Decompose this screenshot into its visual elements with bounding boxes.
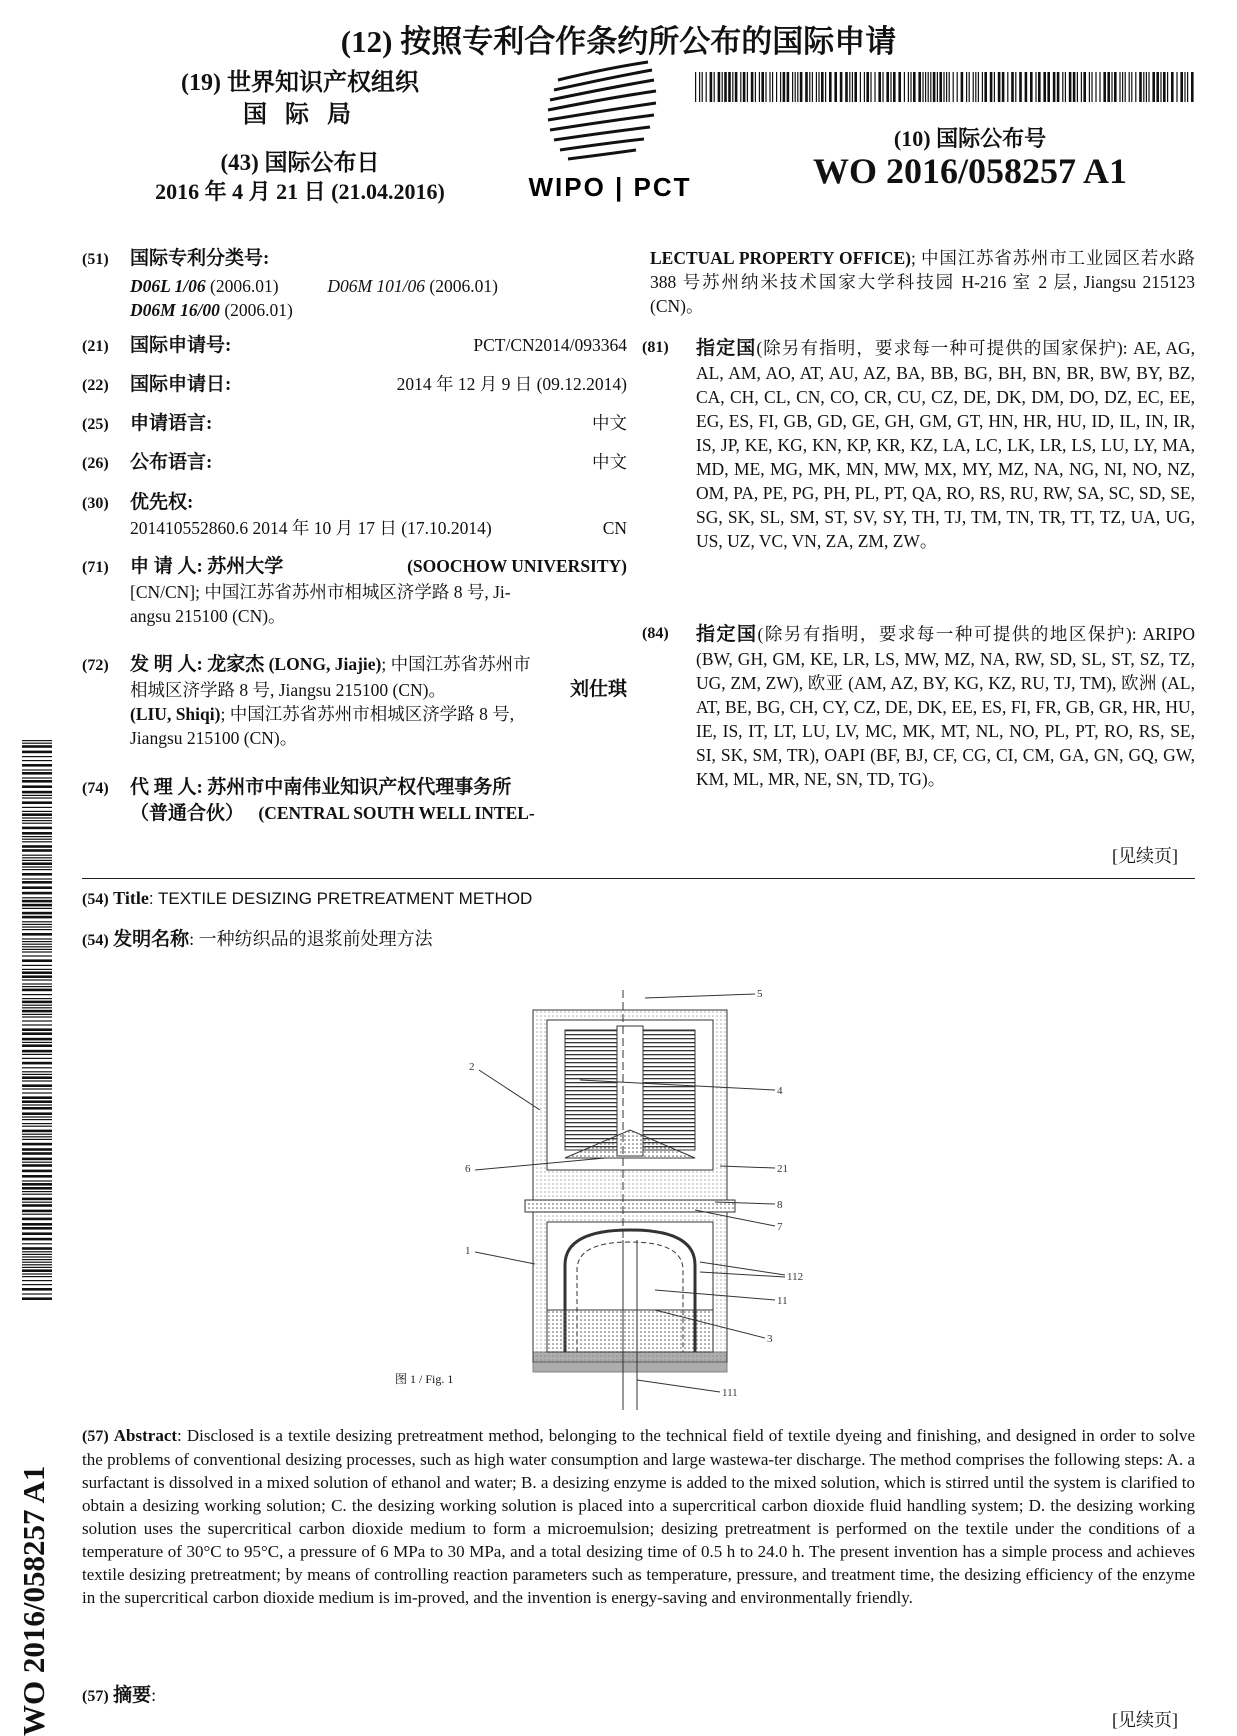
agent-name-en: (CENTRAL SOUTH WELL INTEL- <box>258 803 535 823</box>
logo-text: WIPO | PCT <box>528 172 692 202</box>
priority-row <box>82 490 627 540</box>
field-code: (26) <box>82 455 109 472</box>
publication-number: WO 2016/058257 A1 <box>812 151 1127 191</box>
agent-name-suffix: （普通合伙） <box>130 803 245 824</box>
svg-text:7: 7 <box>777 1221 783 1233</box>
field-code: (57) <box>82 1428 109 1445</box>
document-title: (12) 按照专利合作条约所公布的国际申请 <box>340 24 897 59</box>
field-code: (54) <box>82 891 109 908</box>
svg-text:21: 21 <box>777 1163 788 1175</box>
inventor-address-1b: 相城区济学路 8 号, Jiangsu 215100 (CN)。 <box>130 680 446 700</box>
ipc-code-2: D06M 101/06 <box>327 276 426 296</box>
continued-marker: [见续页] <box>1112 846 1178 866</box>
inventor-address-2: ; 中国江苏省苏州市相城区济学路 8 号, <box>220 704 515 724</box>
ipc-version-2: (2006.01) <box>429 276 498 296</box>
agent-label: 代 理 人: <box>130 777 203 798</box>
application-number-label: 国际申请号: <box>130 335 232 356</box>
organization-name: (19) 世界知识产权组织 <box>181 70 419 96</box>
priority-label: 优先权: <box>130 492 194 513</box>
field-code: (21) <box>82 338 109 355</box>
agent-name: 苏州市中南伟业知识产权代理事务所 <box>207 777 512 798</box>
abstract-text: : Disclosed is a textile desizing pretreatment method, belonging to the technical field of textile dyeing and finishing, and designed in order to solve the problems of conventional desizing processes, such as high water consumption and large wastewa-ter discharge. The method comprises the following steps: A. a surfactant is dissolved in a mixed solution of ethanol and water; B. a desizing enzyme is added to the mixed solution, which is stirred until the system is clarified to obtain a desizing working solution; C. the desizing working solution is placed into a supercritical carbon dioxide fluid handling system; D. the desizing working solution uses the supercritical carbon dioxide medium to form a microemulsion; desizing pretreatment is performed on the textile under the conditions of a temperature of 30°C to 95°C, a pressure of 6 MPa to 30 MPa, and a total desizing time of 0.5 h to 24.0 h. The present invention has a simple process and achieves textile desizing pretreatment; by means of controlling reaction parameters such as temperature, pressure, and treatment time, the desizing efficiency of the enzyme in the supercritical carbon dioxide medium is im-proved, and the invention is energy-saving and environmentally friendly. <box>82 1426 1196 1607</box>
publication-language-label: 公布语言: <box>130 452 213 473</box>
title-en-row <box>82 888 532 909</box>
ipc-label: 国际专利分类号: <box>130 248 270 269</box>
application-number: PCT/CN2014/093364 <box>473 335 627 355</box>
inventor-label: 发 明 人: <box>130 654 203 675</box>
field-code: (51) <box>82 251 109 268</box>
continued-marker-bottom: [见续页] <box>1112 1710 1178 1730</box>
applicant-address-1: [CN/CN]; 中国江苏省苏州市相城区济学路 8 号, Ji- <box>130 582 511 602</box>
designated-states-label: 指定国 <box>696 338 757 359</box>
applicant-name-en: (SOOCHOW UNIVERSITY) <box>407 556 627 576</box>
abstract-cn-row <box>82 1680 156 1707</box>
field-code: (74) <box>82 780 109 797</box>
priority-country: CN <box>602 518 627 538</box>
title-cn: : 一种纺织品的退浆前处理方法 <box>189 929 433 949</box>
publication-language-row <box>82 450 627 476</box>
agent-block <box>82 775 627 826</box>
inventor-address-1: ; 中国江苏省苏州市 <box>381 654 531 674</box>
inventor-name-2-en: (LIU, Shiqi) <box>130 704 221 724</box>
barcode-side <box>22 740 52 1300</box>
svg-text:5: 5 <box>757 990 763 1000</box>
inventor-name-1-en: (LONG, Jiajie) <box>268 654 382 674</box>
regional-states-list: (除另有指明，要求每一种可提供的地区保护): ARIPO (BW, GH, GM, KE, LR, LS, MW, MZ, NA, RW, SD, SL, ST, SZ, TZ, UG, ZM, ZW), 欧亚 (AM, AZ, BY, KG, KZ, RU, TJ, TM), 欧洲 (AL, AT, BE, BG, CH, CY, CZ, DE, DK, EE, ES, FI, FR, GB, GR, HR, HU, IE, IS, IT, LT, LU, LV, MC, MK, MT, NL, NO, PL, PT, RO, RS, SE, SI, SK, SM, TR), OAPI (BF, BJ, CF, CG, CI, CM, GA, GN, GQ, GW, KM, ML, MR, NE, SN, TD, TG)。 <box>696 624 1195 789</box>
title-cn-row <box>82 924 433 951</box>
title-label: Title <box>113 888 149 908</box>
svg-text:8: 8 <box>777 1199 783 1211</box>
agent-address: ; 中国江苏省苏州市工业园区若水路 388 号苏州纳米技术国家大学科技园 H-216 室 2 层, Jiangsu 215123 (CN)。 <box>650 248 1195 316</box>
wipo-pct-logo <box>520 58 700 208</box>
applicant-address-2: angsu 215100 (CN)。 <box>130 606 286 626</box>
field-code: (84) <box>642 625 669 642</box>
filing-language: 中文 <box>592 413 627 433</box>
designated-states-84 <box>642 622 1195 791</box>
ipc-version-1: (2006.01) <box>210 276 279 296</box>
divider <box>82 878 1195 879</box>
application-number-row <box>82 333 627 359</box>
publication-date-label: (43) 国际公布日 <box>220 150 380 175</box>
inventor-block <box>82 652 627 750</box>
field-code: (81) <box>642 339 669 356</box>
publication-language: 中文 <box>592 452 627 472</box>
abstract <box>82 1424 1195 1609</box>
patent-figure <box>455 990 855 1410</box>
filing-language-label: 申请语言: <box>130 413 213 434</box>
ipc-version-3: (2006.01) <box>224 300 293 320</box>
inventor-name-2: 刘仕琪 <box>569 679 627 700</box>
svg-text:111: 111 <box>722 1387 738 1399</box>
svg-text:6: 6 <box>465 1163 471 1175</box>
inventor-name-1: 龙家杰 <box>207 654 265 675</box>
ipc-code-1: D06L 1/06 <box>130 276 206 296</box>
organization-bureau: 国 际 局 <box>243 102 357 128</box>
title-en: : TEXTILE DESIZING PRETREATMENT METHOD <box>148 889 533 908</box>
filing-language-row <box>82 411 627 437</box>
application-date-label: 国际申请日: <box>130 374 232 395</box>
barcode-top <box>695 72 1195 102</box>
ipc-code-3: D06M 16/00 <box>130 300 220 320</box>
title-cn-label: 发明名称 <box>113 929 190 950</box>
svg-text:112: 112 <box>787 1271 804 1283</box>
field-code: (25) <box>82 416 109 433</box>
svg-text:4: 4 <box>777 1085 783 1097</box>
priority-value: 201410552860.6 2014 年 10 月 17 日 (17.10.2014) <box>130 518 492 538</box>
inventor-address-2b: Jiangsu 215100 (CN)。 <box>130 728 298 748</box>
field-code: (30) <box>82 495 109 512</box>
designated-states-81 <box>642 336 1195 553</box>
agent-name-en-cont: LECTUAL PROPERTY OFFICE) <box>650 248 911 268</box>
applicant-label: 申 请 人: <box>130 556 203 577</box>
abstract-cn-text: : <box>151 1685 157 1705</box>
abstract-cn-label: 摘要 <box>113 1685 152 1706</box>
field-code: (22) <box>82 377 109 394</box>
designated-states-list: (除另有指明，要求每一种可提供的国家保护): AE, AG, AL, AM, AO, AT, AU, AZ, BA, BB, BG, BH, BN, BR, BW, BY, BZ, CA, CH, CL, CN, CO, CR, CU, CZ, DE, DK, DM, DO, DZ, EC, EE, EG, ES, FI, GB, GD, GE, GH, GM, GT, HN, HR, HU, ID, IL, IN, IR, IS, JP, KE, KG, KN, KP, KR, KZ, LA, LC, LK, LR, LS, LU, LY, MA, MD, ME, MG, MK, MN, MW, MX, MY, MZ, NA, NG, NI, NO, NZ, OM, PA, PE, PG, PH, PL, PT, QA, RO, RS, RU, RW, SA, SC, SD, SE, SG, SK, SL, SM, ST, SV, SY, TH, TJ, TM, TN, TR, TT, TZ, UA, UG, US, UZ, VC, VN, ZA, ZM, ZW。 <box>696 338 1195 551</box>
svg-text:11: 11 <box>777 1295 788 1307</box>
svg-text:2: 2 <box>469 1061 475 1073</box>
applicant-block <box>82 554 627 628</box>
regional-states-label: 指定国 <box>696 624 758 645</box>
figure-caption: 图 1 / Fig. 1 <box>395 1372 454 1386</box>
publication-date: 2016 年 4 月 21 日 (21.04.2016) <box>155 179 445 204</box>
application-date-row <box>82 372 627 398</box>
agent-continued <box>650 246 1195 318</box>
abstract-label: Abstract <box>113 1426 178 1445</box>
field-code: (71) <box>82 559 109 576</box>
sidebar-publication-number: WO 2016/058257 A1 <box>16 1465 51 1736</box>
publication-number-label: (10) 国际公布号 <box>893 126 1047 151</box>
field-code: (72) <box>82 657 109 674</box>
application-date: 2014 年 12 月 9 日 (09.12.2014) <box>396 374 627 394</box>
svg-text:3: 3 <box>767 1333 773 1345</box>
field-code: (57) <box>82 1688 109 1705</box>
field-code: (54) <box>82 932 109 949</box>
ipc-block <box>82 246 627 322</box>
applicant-name: 苏州大学 <box>207 556 284 577</box>
svg-text:1: 1 <box>465 1245 471 1257</box>
